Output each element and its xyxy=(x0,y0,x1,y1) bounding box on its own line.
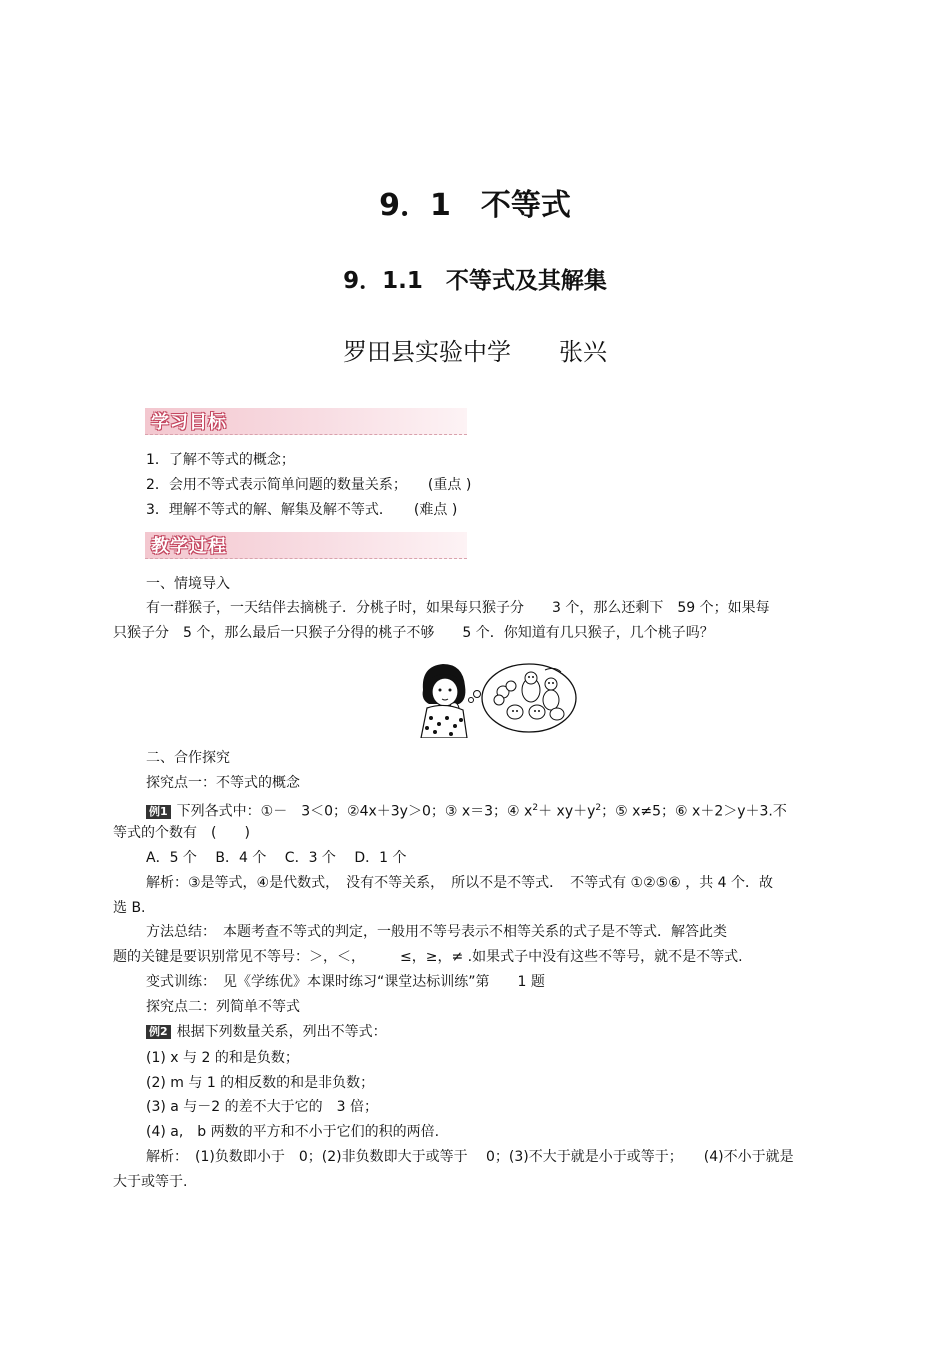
example-1-options: A．5 个 B．4 个 C．3 个 D．1 个 xyxy=(146,850,407,866)
example-1-badge: 例1 xyxy=(146,805,171,819)
example-1-text-c: ；⑤ x≠5；⑥ x＋2＞y＋3.不 xyxy=(601,803,787,820)
example-2-analysis-2: 大于或等于. xyxy=(113,1174,188,1190)
goal-item-3: 3．理解不等式的解、解集及解不等式． (难点 ) xyxy=(146,502,458,518)
example-1-analysis-1: 解析：③是等式，④是代数式， 没有不等关系， 所以不是不等式． 不等式有 ①②⑤⑥ ，共 4 个．故 xyxy=(146,875,774,891)
intro-text-line-1: 有一群猴子，一天结伴去摘桃子．分桃子时，如果每只猴子分 3 个，那么还剩下 59 个；如果每 xyxy=(146,600,770,616)
example-2-item-3: (3) a 与－2 的差不大于它的 3 倍； xyxy=(146,1099,379,1115)
monkey-peach-illustration xyxy=(415,660,580,738)
example-1-line-2: 等式的个数有 ( ) xyxy=(113,825,250,841)
heading-cooperative-explore: 二、合作探究 xyxy=(146,750,230,766)
explore-point-1: 探究点一：不等式的概念 xyxy=(146,775,300,791)
superscript-2: 2 xyxy=(595,803,602,813)
heading-scene-intro: 一、情境导入 xyxy=(146,576,230,592)
goal-item-1: 1．了解不等式的概念； xyxy=(146,452,295,468)
variant-training: 变式训练： 见《学练优》本课时练习“课堂达标训练”第 1 题 xyxy=(146,974,545,990)
teaching-process-banner xyxy=(145,532,467,559)
example-2-intro-text: 根据下列数量关系，列出不等式： xyxy=(176,1024,387,1040)
page-subtitle: 9．1.1 不等式及其解集 xyxy=(343,268,607,294)
example-2-intro xyxy=(146,1024,387,1040)
learning-goals-label: 学习目标 xyxy=(151,412,227,433)
example-2-item-2: (2) m 与 1 的相反数的和是非负数； xyxy=(146,1075,375,1091)
method-summary-2: 题的关键是要识别常见不等号：＞，＜， ≤，≥，≠ .如果式子中没有这些不等号，就不是不等式. xyxy=(113,949,743,965)
example-1-analysis-2: 选 B. xyxy=(113,900,146,916)
example-2-analysis-1: 解析： (1)负数即小于 0；(2)非负数即大于或等于 0；(3)不大于就是小于或等于； (4)不小于就是 xyxy=(146,1149,794,1165)
method-summary-1: 方法总结： 本题考查不等式的判定，一般用不等号表示不相等关系的式子是不等式．解答此类 xyxy=(146,924,727,940)
example-2-item-4: (4) a, b 两数的平方和不小于它们的积的两倍. xyxy=(146,1124,440,1140)
goal-item-2: 2．会用不等式表示简单问题的数量关系； (重点 ) xyxy=(146,477,472,493)
explore-point-2: 探究点二：列简单不等式 xyxy=(146,999,300,1015)
learning-goals-banner xyxy=(145,408,467,435)
example-2-item-1: (1) x 与 2 的和是负数； xyxy=(146,1050,299,1066)
page-title: 9．1 不等式 xyxy=(379,188,571,223)
author-line: 罗田县实验中学 张兴 xyxy=(343,338,607,366)
example-1-text-a: 下列各式中：①－ 3＜0；②4x＋3y＞0；③ x＝3；④ x xyxy=(176,803,533,820)
example-1-line-1 xyxy=(146,800,787,820)
teaching-process-label: 教学过程 xyxy=(151,536,227,557)
example-1-text-b: ＋ xy＋y xyxy=(538,803,596,820)
superscript-2: 2 xyxy=(532,803,539,813)
example-2-badge: 例2 xyxy=(146,1025,171,1039)
intro-text-line-2: 只猴子分 5 个，那么最后一只猴子分得的桃子不够 5 个．你知道有几只猴子，几个桃子吗？ xyxy=(113,625,714,641)
